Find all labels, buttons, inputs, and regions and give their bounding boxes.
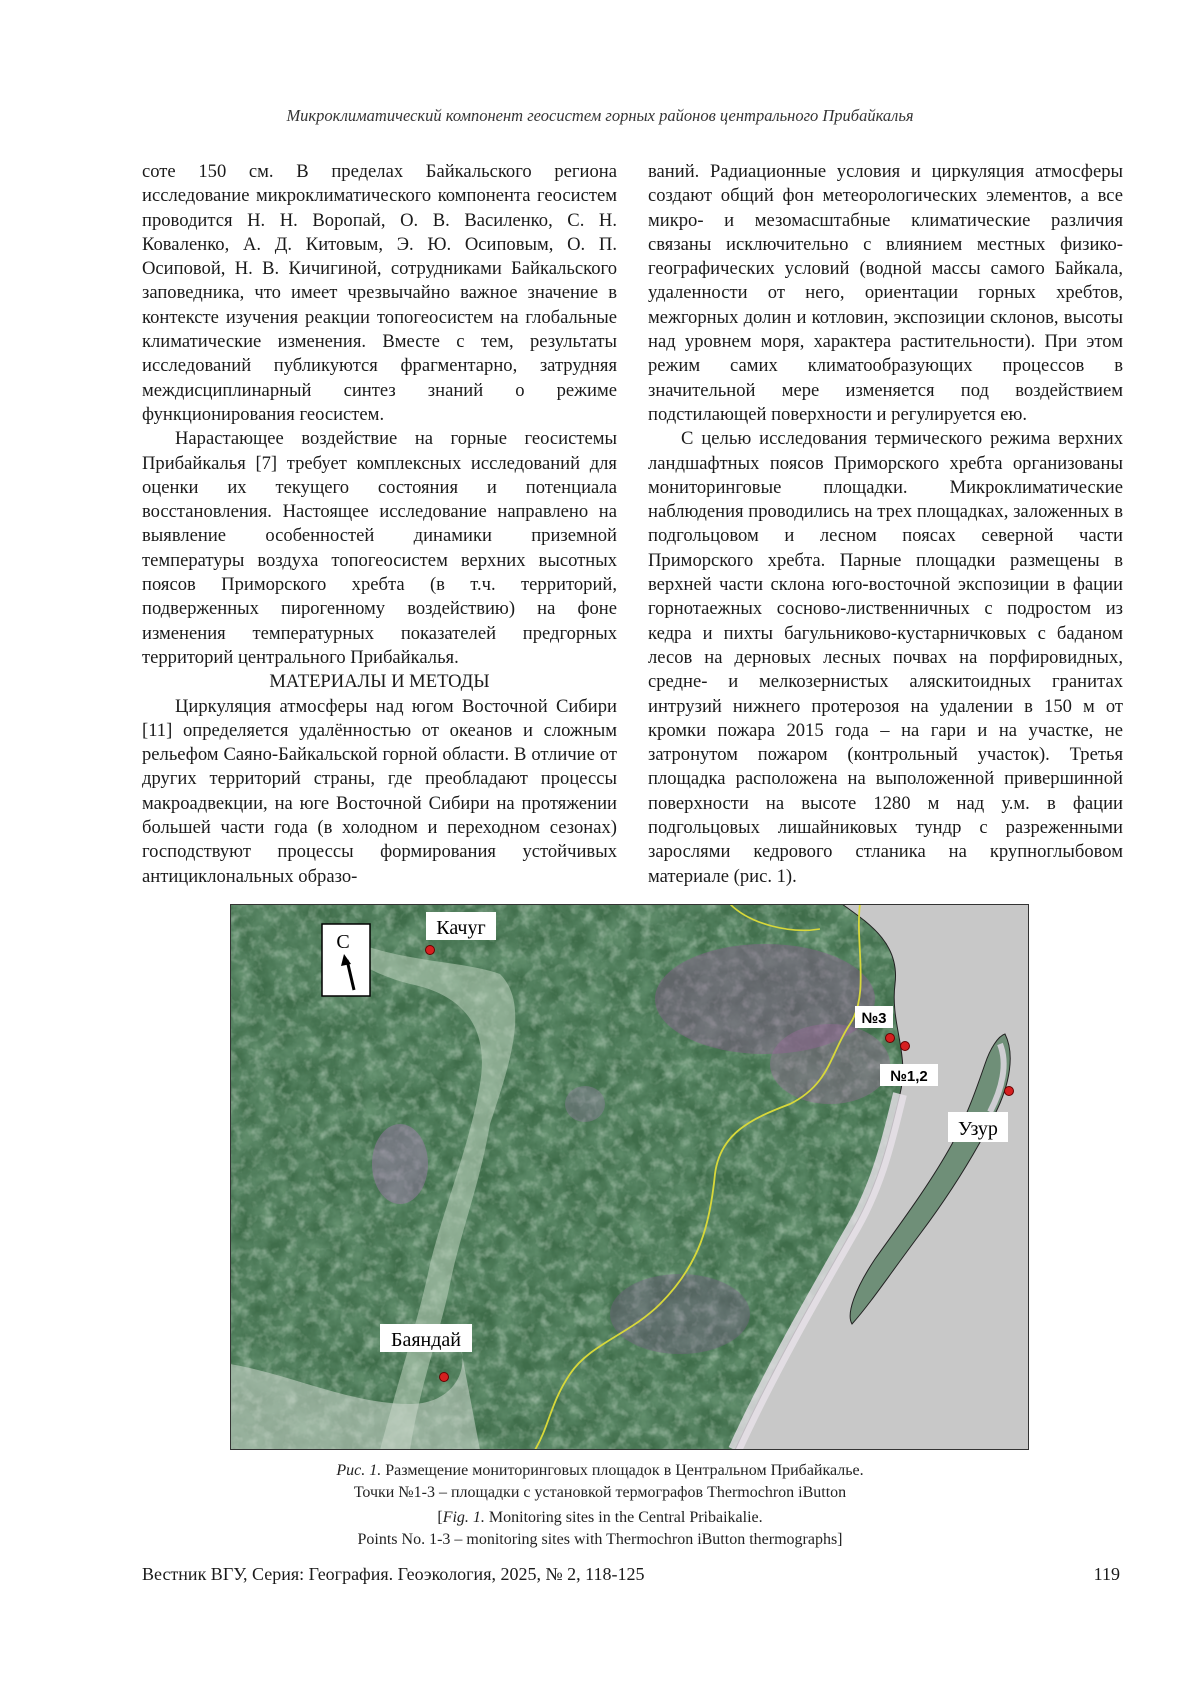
page-number: 119 <box>1080 1564 1120 1585</box>
site-marker <box>886 1034 895 1043</box>
site-marker <box>901 1042 910 1051</box>
section-heading: МАТЕРИАЛЫ И МЕТОДЫ <box>142 670 617 694</box>
right-column <box>648 160 1123 889</box>
paragraph: С целью исследования термического режима верхних ландшафтных поясов Приморского хребта организованы мониторинговые площадки. Микроклиматические наблюдения проводились на трех площадках, заложенных в подгольцовом и лесном поясах северной части Приморского хребта. Парные площадки размещены в верхней части склона юго-восточной экспозиции в фации горнотаежных сосново-лиственничных с подростом из кедра и пихты багульниково-кустарничковых с баданом лесов на дерновых лесных почвах на порфировидных, средне- и мелкозернистых аляскитоидных гранитах интрузий нижнего протерозоя на удалении в 150 м от кромки пожара 2015 года – на гари и на участке, не затронутом пожаром (контрольный участок). Третья площадка расположена на выположенной привершинной поверхности на высоте 1280 м над у.м. в фации подгольцовых лишайниковых тундр с разреженными зарослями кедрового стланика на крупноглыбовом материале (рис. 1). <box>648 427 1123 889</box>
left-column <box>142 160 617 889</box>
site-label-3: №3 <box>861 1010 886 1027</box>
caption-bracket: [ <box>437 1509 442 1526</box>
site-marker <box>440 1373 449 1382</box>
paragraph: Циркуляция атмосферы над югом Восточной Сибири [11] определяется удалённостью от океанов и сложным рельефом Саяно-Байкальской горной области. В отличие от других территорий страны, где преобладают процессы макроадвекции, на юге Восточной Сибири на протяжении большей части года (в холодном и переходном сезонах) господствуют процессы формирования устойчивых антициклональных образо- <box>142 695 617 889</box>
place-label-bayanday: Баяндай <box>391 1329 461 1351</box>
figure-map <box>230 904 1029 1450</box>
site-label-1-2: №1,2 <box>890 1068 928 1085</box>
site-marker <box>1005 1087 1014 1096</box>
caption-label: Рис. 1. <box>336 1462 381 1479</box>
place-label-uzur: Узур <box>958 1118 998 1140</box>
north-label: С <box>336 931 349 953</box>
place-label-kachug: Качуг <box>436 917 485 939</box>
figure-caption <box>0 1460 1200 1550</box>
site-marker <box>426 946 435 955</box>
paragraph: ваний. Радиационные условия и циркуляция атмосферы создают общий фон метеорологических элементов, а все микро- и мезомасштабные климатические различия связаны исключительно с влиянием местных физико-географических условий (водной массы самого Байкала, удаленности от него, ориентации горных хребтов, межгорных долин и котловин, экспозиции склонов, высоты над уровнем моря, характера растительности). При этом режим самих климатообразующих процессов в значительной мере изменяется под воздействием подстилающей поверхности и регулируется ею. <box>648 160 1123 427</box>
caption-label-en: Fig. 1. <box>443 1509 485 1526</box>
paragraph: соте 150 см. В пределах Байкальского региона исследование микроклиматического компонента геосистем проводится Н. Н. Воропай, О. В. Василенко, С. Н. Коваленко, А. Д. Китовым, Э. Ю. Осиповым, О. П. Осиповой, Н. В. Кичигиной, сотрудниками Байкальского заповедника, что имеет чрезвычайно важное значение в контексте изучения реакции топогеосистем на глобальные климатические изменения. Вместе с тем, результаты исследований публикуются фрагментарно, затрудняя междисциплинарный синтез знаний о режиме функционирования геосистем. <box>142 160 617 427</box>
running-head: Микроклиматический компонент геосистем горных районов центрального Прибайкалья <box>0 106 1200 126</box>
paragraph: Нарастающее воздействие на горные геосистемы Прибайкалья [7] требует комплексных исследований для оценки их текущего состояния и потенциала восстановления. Настоящее исследование направлено на выявление особенностей динамики приземной температуры воздуха топогеосистем верхних высотных поясов Приморского хребта (в т.ч. территорий, подверженных пирогенному воздействию) на фоне изменения температурных показателей предгорных территорий центрального Прибайкалья. <box>142 427 617 670</box>
caption-text: Размещение мониторинговых площадок в Центральном Прибайкалье. <box>381 1462 863 1479</box>
caption-text-en: Monitoring sites in the Central Pribaikalie. <box>485 1509 763 1526</box>
caption-text-en: Points No. 1-3 – monitoring sites with Thermochron iButton thermographs] <box>0 1529 1200 1551</box>
caption-text: Точки №1-3 – площадки с установкой термографов Thermochron iButton <box>0 1482 1200 1504</box>
journal-footer: Вестник ВГУ, Серия: География. Геоэкология, 2025, № 2, 118-125 <box>142 1564 644 1585</box>
